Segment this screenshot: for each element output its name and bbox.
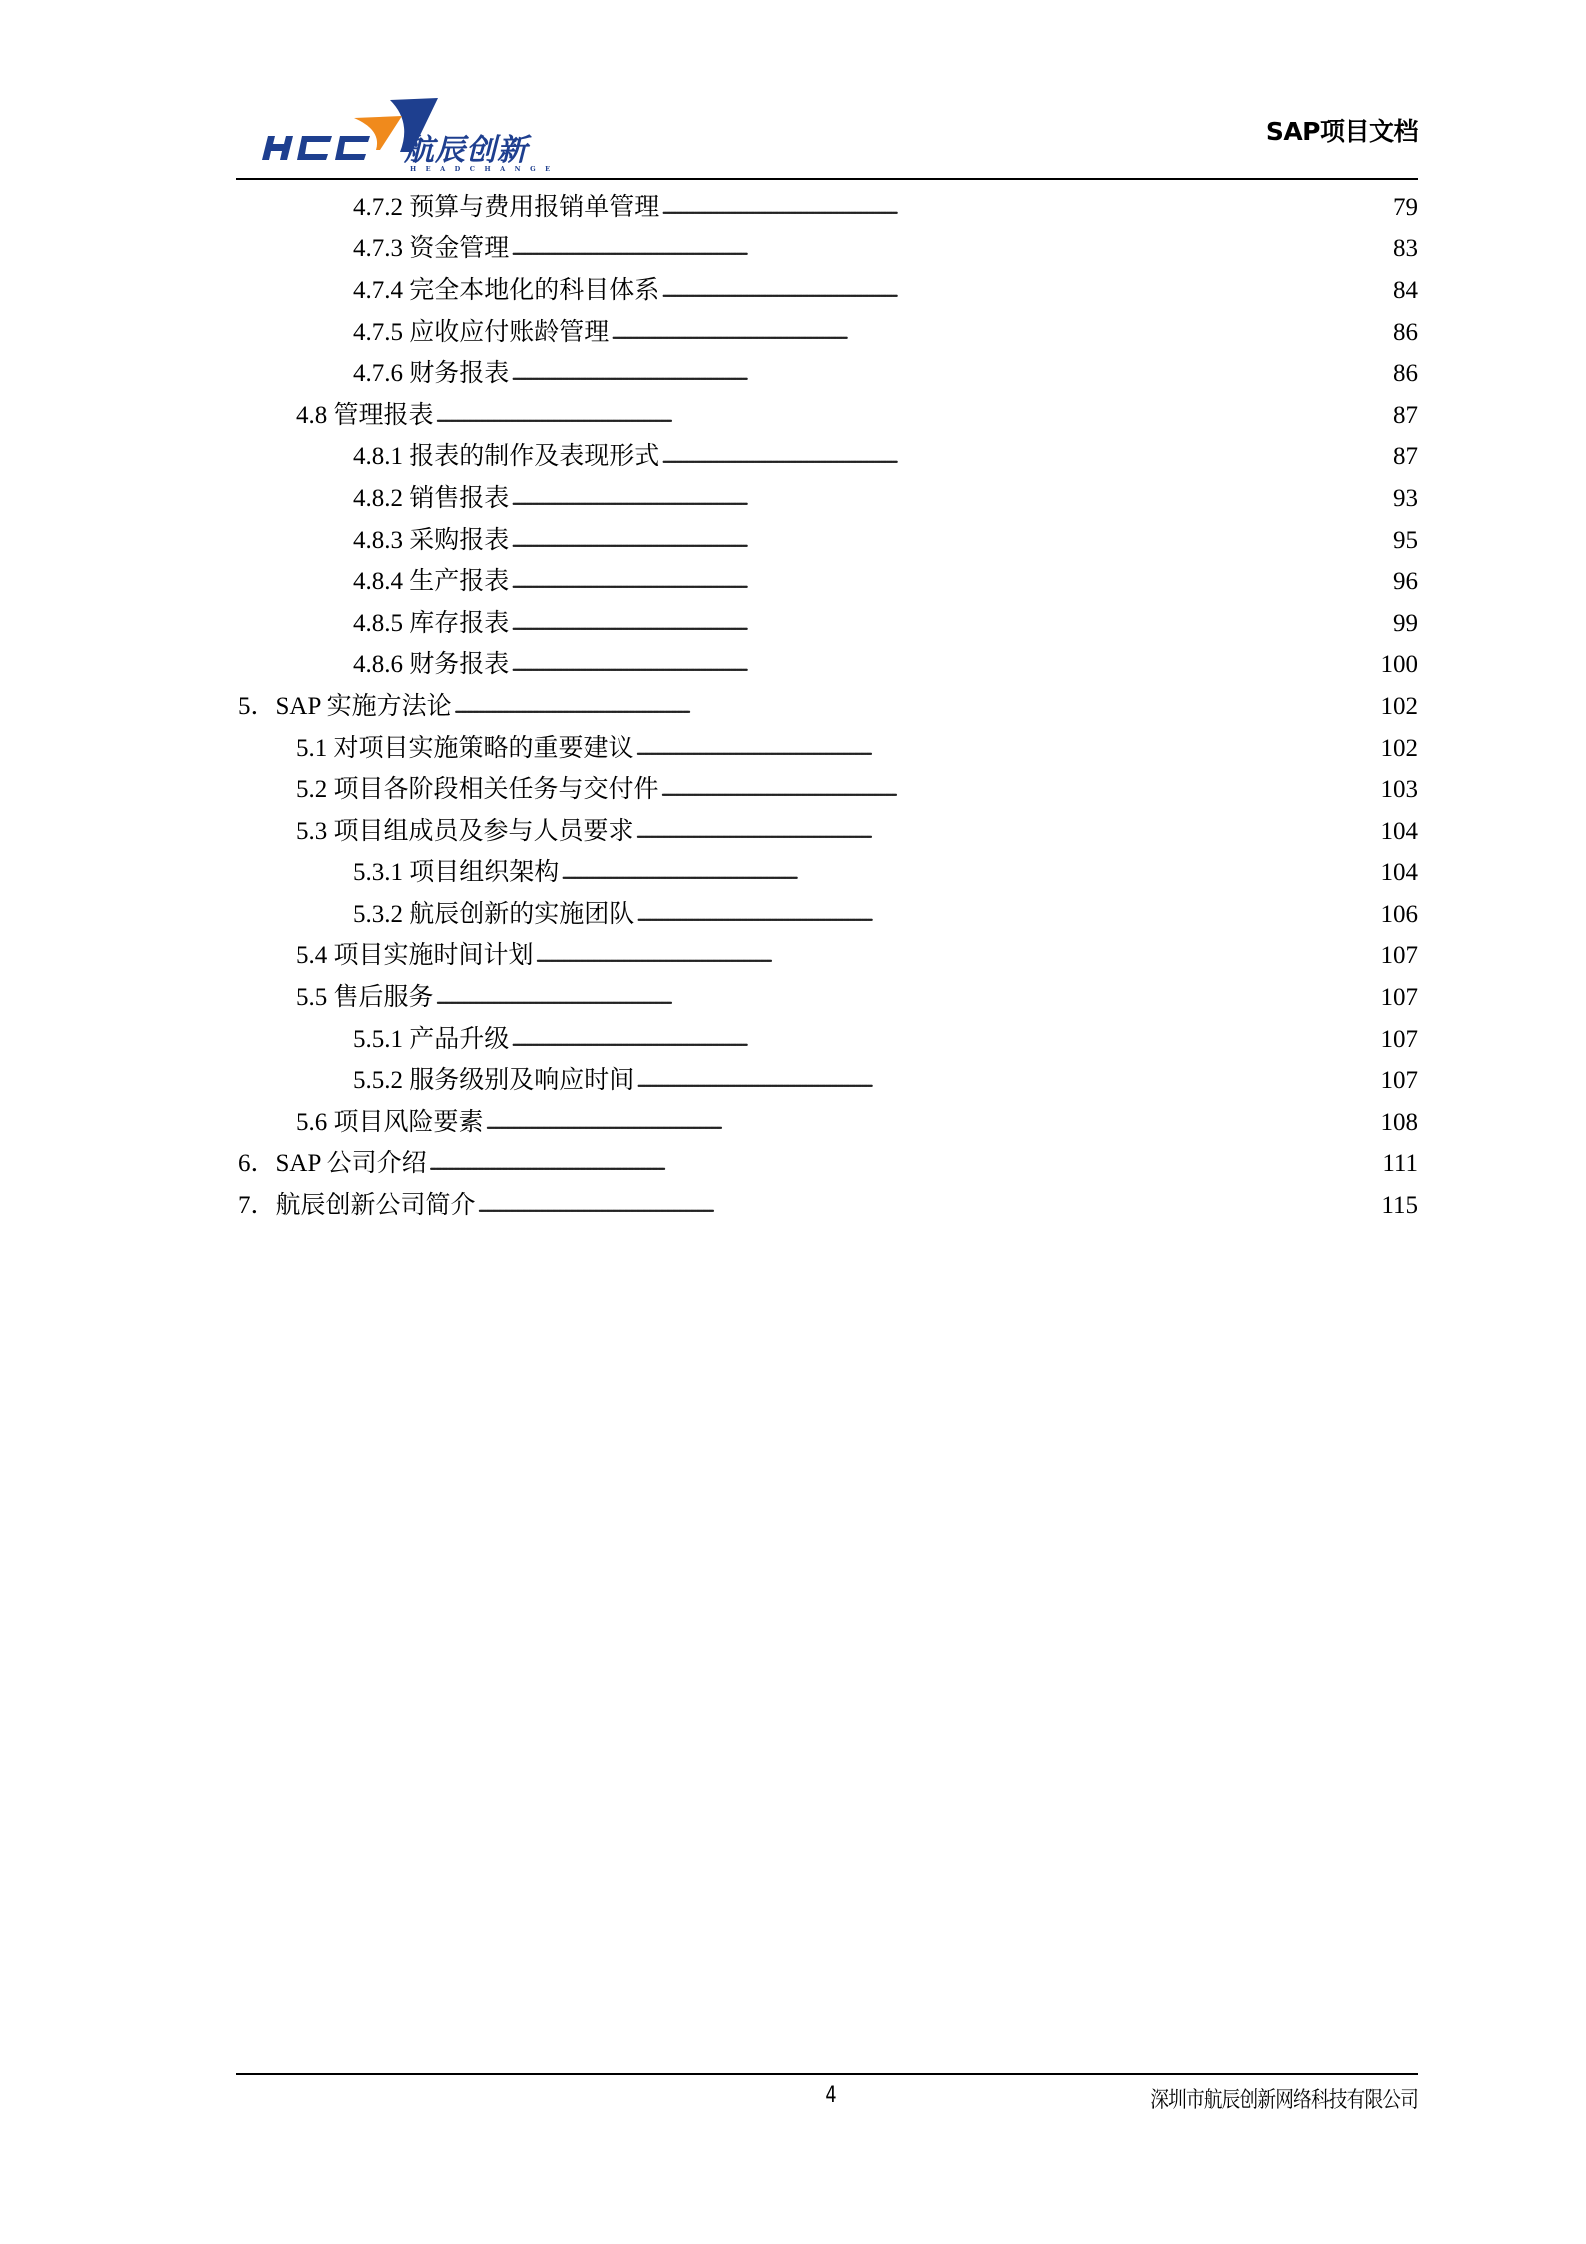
toc-entry-page: 79	[1393, 193, 1418, 221]
toc-entry[interactable]	[236, 270, 1418, 312]
toc-entry-page: 96	[1393, 568, 1418, 596]
toc-entry-page: 104	[1380, 859, 1418, 887]
dot-leader	[636, 734, 1379, 764]
header-divider	[236, 178, 1418, 180]
toc-entry[interactable]	[236, 1019, 1418, 1061]
toc-entry[interactable]	[236, 853, 1418, 895]
toc-entry[interactable]	[236, 769, 1418, 811]
toc-entry[interactable]	[236, 353, 1418, 395]
dot-leader	[661, 775, 1379, 805]
toc-entry-label: 4.8 管理报表	[296, 401, 434, 429]
toc-entry-page: 107	[1380, 984, 1418, 1012]
toc-entry-label: 5.5 售后服务	[296, 984, 434, 1012]
dot-leader	[429, 1149, 1381, 1179]
toc-entry-label: 5.5.1 产品升级	[353, 1025, 510, 1053]
toc-entry-page: 99	[1393, 609, 1418, 637]
dot-leader	[536, 941, 1379, 971]
dot-leader	[436, 401, 1391, 431]
logo-english: HEADCHANGE	[410, 165, 560, 172]
toc-entry[interactable]	[236, 728, 1418, 770]
dot-leader	[511, 484, 1391, 514]
toc-entry[interactable]	[236, 686, 1418, 728]
toc-entry-page: 111	[1382, 1150, 1418, 1178]
toc-entry[interactable]	[236, 229, 1418, 271]
logo-chinese: 航辰创新	[404, 133, 528, 168]
toc-entry[interactable]	[236, 645, 1418, 687]
toc-entry[interactable]	[236, 1060, 1418, 1102]
toc-entry[interactable]	[236, 395, 1418, 437]
dot-leader	[636, 1066, 1378, 1096]
toc-entry-label: 7．航辰创新公司简介	[238, 1192, 476, 1220]
dot-leader	[661, 276, 1391, 306]
dot-leader	[511, 650, 1378, 680]
toc-entry-label: 4.8.5 库存报表	[353, 609, 510, 637]
toc-entry-page: 87	[1393, 443, 1418, 471]
dot-leader	[636, 900, 1378, 930]
toc-entry-page: 95	[1393, 526, 1418, 554]
logo-wing-orange-icon	[354, 116, 402, 150]
toc-entry-page: 115	[1381, 1192, 1418, 1220]
toc-entry-page: 83	[1393, 235, 1418, 263]
toc-entry-label: 6．SAP 公司介绍	[238, 1150, 427, 1178]
toc-entry-page: 107	[1380, 1025, 1418, 1053]
dot-leader	[486, 1108, 1379, 1138]
toc-entry-label: 4.8.2 销售报表	[353, 484, 510, 512]
table-of-contents	[236, 187, 1418, 1227]
dot-leader	[511, 359, 1391, 389]
toc-entry[interactable]	[236, 1144, 1418, 1186]
toc-entry-label: 4.7.3 资金管理	[353, 235, 510, 263]
toc-entry[interactable]	[236, 894, 1418, 936]
toc-entry-page: 102	[1380, 734, 1418, 762]
toc-entry[interactable]	[236, 977, 1418, 1019]
toc-entry[interactable]	[236, 312, 1418, 354]
company-name: 深圳市航辰创新网络科技有限公司	[1150, 2088, 1418, 2113]
dot-leader	[511, 234, 1391, 264]
toc-entry-label: 5.3.1 项目组织架构	[353, 859, 560, 887]
page-header	[236, 88, 1418, 180]
toc-entry-page: 107	[1380, 1067, 1418, 1095]
company-logo	[262, 92, 592, 172]
toc-entry-label: 5.4 项目实施时间计划	[296, 942, 534, 970]
toc-entry[interactable]	[236, 1102, 1418, 1144]
toc-entry[interactable]	[236, 936, 1418, 978]
toc-entry-page: 84	[1393, 276, 1418, 304]
toc-entry[interactable]	[236, 561, 1418, 603]
toc-entry[interactable]	[236, 811, 1418, 853]
toc-entry[interactable]	[236, 603, 1418, 645]
dot-leader	[636, 817, 1379, 847]
dot-leader	[611, 318, 1391, 348]
toc-entry-label: 4.8.6 财务报表	[353, 651, 510, 679]
toc-entry-label: 5.5.2 服务级别及响应时间	[353, 1067, 635, 1095]
dot-leader	[511, 526, 1391, 556]
toc-entry-label: 4.7.6 财务报表	[353, 360, 510, 388]
toc-entry-label: 4.7.4 完全本地化的科目体系	[353, 276, 660, 304]
toc-entry-page: 108	[1380, 1108, 1418, 1136]
toc-entry-page: 107	[1380, 942, 1418, 970]
document-title: SAP项目文档	[1265, 117, 1418, 146]
toc-entry-label: 5.2 项目各阶段相关任务与交付件	[296, 776, 659, 804]
toc-entry[interactable]	[236, 478, 1418, 520]
toc-entry-page: 93	[1393, 484, 1418, 512]
toc-entry-label: 4.7.5 应收应付账龄管理	[353, 318, 610, 346]
toc-entry-label: 5.3.2 航辰创新的实施团队	[353, 900, 635, 928]
toc-entry-page: 100	[1380, 651, 1418, 679]
page-footer	[236, 2073, 1418, 2133]
toc-entry-label: 5.3 项目组成员及参与人员要求	[296, 817, 634, 845]
toc-entry[interactable]	[236, 1185, 1418, 1227]
toc-entry[interactable]	[236, 520, 1418, 562]
toc-entry-page: 87	[1393, 401, 1418, 429]
dot-leader	[511, 1025, 1378, 1055]
toc-entry-label: 5.6 项目风险要素	[296, 1108, 484, 1136]
toc-entry-page: 103	[1380, 776, 1418, 804]
toc-entry[interactable]	[236, 187, 1418, 229]
dot-leader	[661, 442, 1391, 472]
toc-entry-page: 104	[1380, 817, 1418, 845]
dot-leader	[478, 1191, 1380, 1221]
toc-entry-label: 5.1 对项目实施策略的重要建议	[296, 734, 634, 762]
toc-entry-page: 106	[1380, 900, 1418, 928]
footer-divider	[236, 2073, 1418, 2075]
toc-entry-label: 4.8.3 采购报表	[353, 526, 510, 554]
toc-entry-label: 4.8.4 生产报表	[353, 568, 510, 596]
dot-leader	[511, 609, 1391, 639]
dot-leader	[511, 567, 1391, 597]
toc-entry-page: 86	[1393, 360, 1418, 388]
toc-entry[interactable]	[236, 437, 1418, 479]
dot-leader	[561, 858, 1378, 888]
toc-entry-label: 5．SAP 实施方法论	[238, 692, 452, 720]
toc-entry-label: 4.8.1 报表的制作及表现形式	[353, 443, 660, 471]
toc-entry-label: 4.7.2 预算与费用报销单管理	[353, 193, 660, 221]
toc-entry-page: 102	[1380, 692, 1418, 720]
dot-leader	[661, 193, 1391, 223]
toc-entry-page: 86	[1393, 318, 1418, 346]
page-number: 4	[825, 2083, 837, 2108]
dot-leader	[454, 692, 1379, 722]
dot-leader	[436, 983, 1379, 1013]
